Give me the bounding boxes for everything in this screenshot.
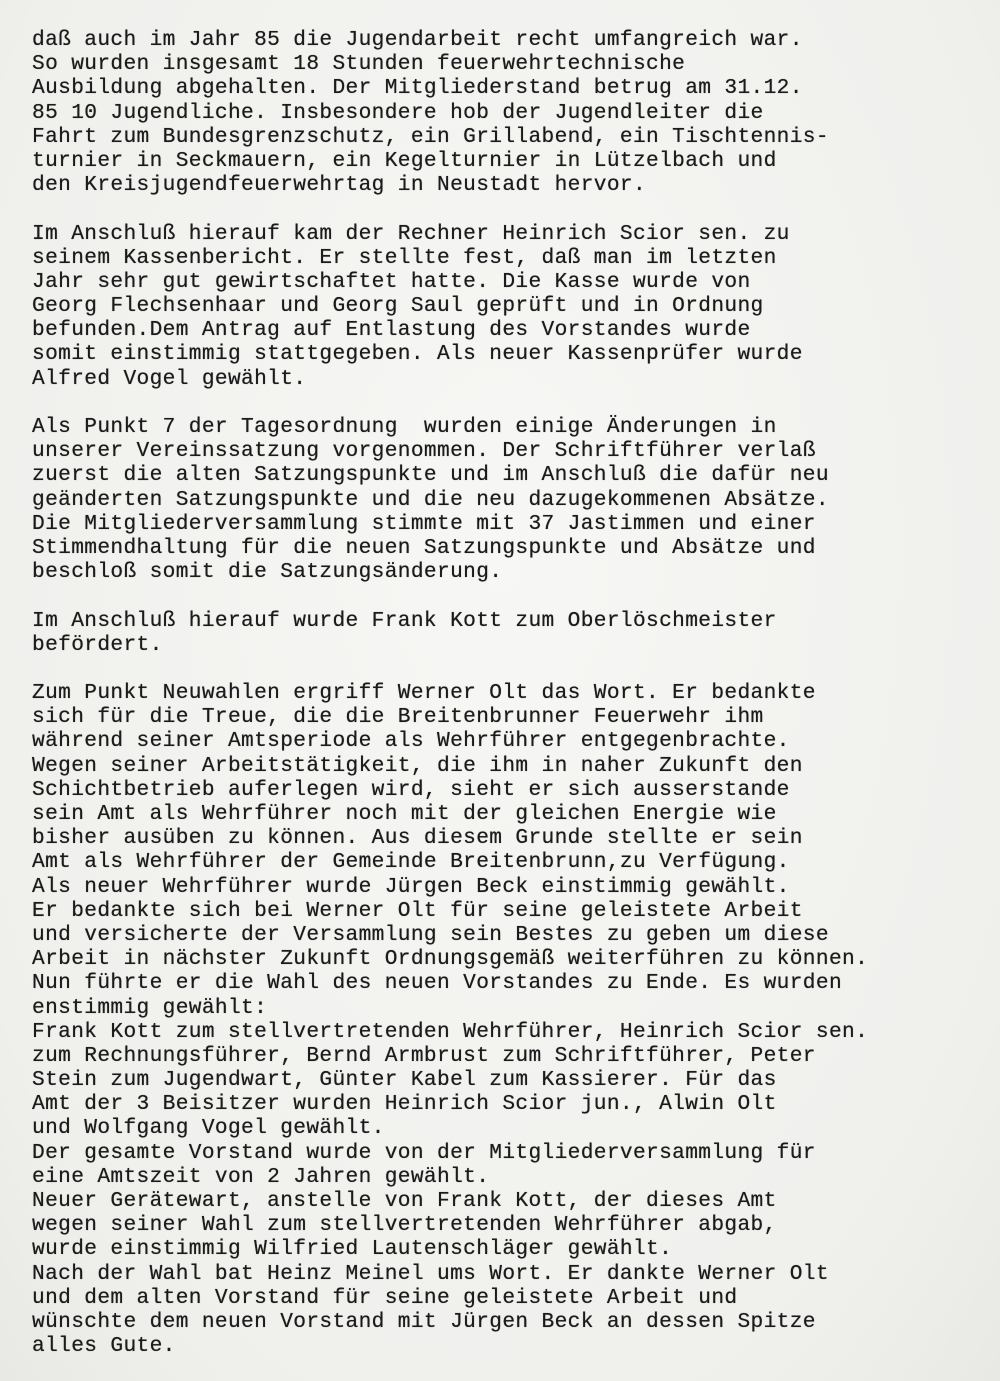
document-body [32,28,1000,1358]
paragraph [32,222,1000,391]
text-line: seinem Kassenbericht. Er stellte fest, daß man im letzten [32,245,777,270]
text-line: daß auch im Jahr 85 die Jugendarbeit recht umfangreich war. [32,28,803,52]
paragraph [32,28,1000,197]
text-line: enstimmig gewählt: [32,995,268,1020]
text-line: befördert. [32,632,163,657]
text-line: Der gesamte Vorstand wurde von der Mitgliederversammlung für [32,1140,816,1165]
paragraph-gap [32,391,1000,415]
paragraph [32,609,1000,657]
text-line: den Kreisjugendfeuerwehrtag in Neustadt hervor. [32,173,647,198]
paragraph-gap [32,197,1000,221]
text-line: Stimmendhaltung für die neuen Satzungspunkte und Absätze und [32,535,816,560]
text-line: Er bedankte sich bei Werner Olt für seine geleistete Arbeit [32,898,803,923]
text-line: wünschte dem neuen Vorstand mit Jürgen Beck an dessen Spitze [32,1309,816,1334]
paragraph [32,415,1000,584]
text-line: Jahr sehr gut gewirtschaftet hatte. Die Kasse wurde von [32,269,751,294]
text-line: Wegen seiner Arbeitstätigkeit, die ihm in naher Zukunft den [32,753,803,778]
text-line: Nach der Wahl bat Heinz Meinel ums Wort. Er dankte Werner Olt [32,1261,829,1286]
text-line: bisher ausüben zu können. Aus diesem Grunde stellte er sein [32,826,803,851]
text-line: zum Rechnungsführer, Bernd Armbrust zum Schriftführer, Peter [32,1043,816,1068]
paragraph [32,681,1000,1358]
text-line: Schichtbetrieb auferlegen wird, sieht er sich ausserstande [32,777,790,802]
text-line: Die Mitgliederversammlung stimmte mit 37 Jastimmen und einer [32,511,816,536]
text-line: beschloß somit die Satzungsänderung. [32,560,503,585]
text-line: Als Punkt 7 der Tagesordnung wurden einige Änderungen in [32,415,777,439]
text-line: Fahrt zum Bundesgrenzschutz, ein Grillabend, ein Tischtennis- [32,124,829,149]
text-line: Neuer Gerätewart, anstelle von Frank Kott, der dieses Amt [32,1189,777,1213]
text-line: unserer Vereinssatzung vorgenommen. Der Schriftführer verlaß [32,439,816,464]
text-line: Im Anschluß hierauf wurde Frank Kott zum Oberlöschmeister [32,608,777,633]
text-line: während seiner Amtsperiode als Wehrführer entgegenbrachte. [32,729,790,754]
text-line: und Wolfgang Vogel gewählt. [32,1116,385,1141]
paragraph-gap [32,657,1000,681]
text-line: und dem alten Vorstand für seine geleistete Arbeit und [32,1285,738,1310]
text-line: geänderten Satzungspunkte und die neu dazugekommenen Absätze. [32,487,829,512]
text-line: zuerst die alten Satzungspunkte und im Anschluß die dafür neu [32,463,829,488]
text-line: Amt der 3 Beisitzer wurden Heinrich Scior jun., Alwin Olt [32,1092,777,1117]
text-line: wegen seiner Wahl zum stellvertretenden Wehrführer abgab, [32,1213,777,1238]
text-line: turnier in Seckmauern, ein Kegelturnier in Lützelbach und [32,148,777,173]
text-line: und versicherte der Versammlung sein Bestes zu geben um diese [32,922,829,947]
text-line: befunden.Dem Antrag auf Entlastung des Vorstandes wurde [32,318,751,343]
text-line: sein Amt als Wehrführer noch mit der gleichen Energie wie [32,802,777,826]
text-line: eine Amtszeit von 2 Jahren gewählt. [32,1164,490,1189]
text-line: somit einstimmig stattgegeben. Als neuer Kassenprüfer wurde [32,342,803,367]
text-line: Als neuer Wehrführer wurde Jürgen Beck einstimmig gewählt. [32,874,790,899]
text-line: Nun führte er die Wahl des neuen Vorstandes zu Ende. Es wurden [32,971,843,996]
text-line: Alfred Vogel gewählt. [32,366,307,391]
text-line: alles Gute. [32,1334,176,1359]
text-line: Arbeit in nächster Zukunft Ordnungsgemäß weiterführen zu können. [32,947,869,972]
text-line: Amt als Wehrführer der Gemeinde Breitenbrunn,zu Verfügung. [32,850,790,875]
text-line: Georg Flechsenhaar und Georg Saul geprüft und in Ordnung [32,294,764,319]
text-line: 85 10 Jugendliche. Insbesondere hob der Jugendleiter die [32,100,764,125]
text-line: wurde einstimmig Wilfried Lautenschläger gewählt. [32,1237,673,1262]
paragraph-gap [32,584,1000,608]
text-line: Ausbildung abgehalten. Der Mitgliederstand betrug am 31.12. [32,76,803,101]
text-line: So wurden insgesamt 18 Stunden feuerwehrtechnische [32,52,686,77]
text-line: Frank Kott zum stellvertretenden Wehrführer, Heinrich Scior sen. [32,1019,869,1044]
text-line: Zum Punkt Neuwahlen ergriff Werner Olt das Wort. Er bedankte [32,681,816,706]
text-line: Im Anschluß hierauf kam der Rechner Heinrich Scior sen. zu [32,221,790,246]
text-line: sich für die Treue, die die Breitenbrunner Feuerwehr ihm [32,705,764,730]
text-line: Stein zum Jugendwart, Günter Kabel zum Kassierer. Für das [32,1068,777,1093]
